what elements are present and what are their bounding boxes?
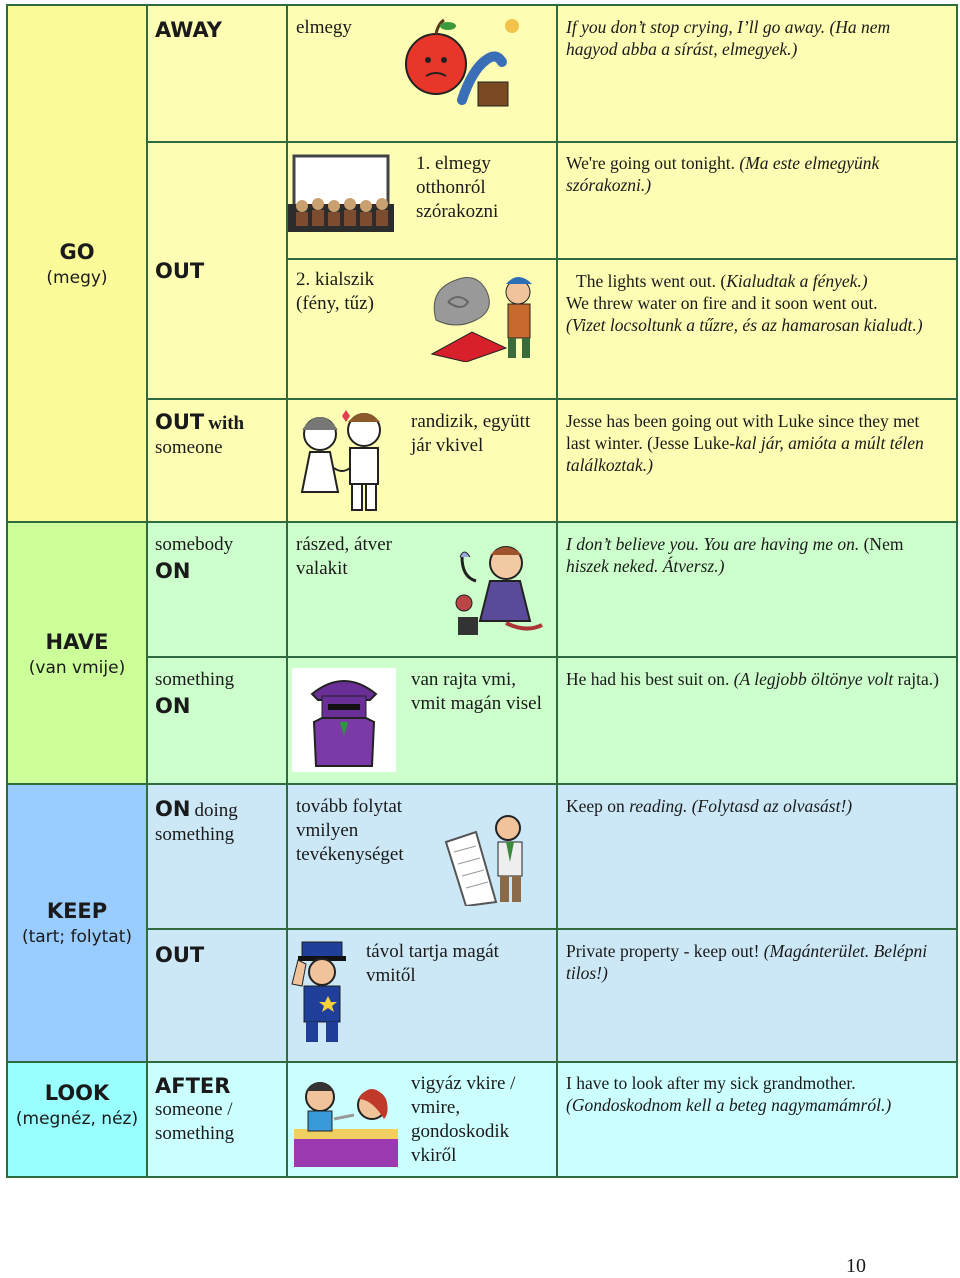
particle-keep-on-rest: doing something bbox=[155, 800, 238, 845]
meaning-look-after bbox=[411, 1072, 551, 1168]
example-look-after-a: I have to look after my sick grandmother. bbox=[566, 1073, 856, 1093]
verb-have bbox=[8, 630, 146, 678]
section-line bbox=[6, 1061, 958, 1063]
police-officer-illustration bbox=[290, 940, 354, 1044]
example-go-out-2-1b: Kialudtak a fények.) bbox=[726, 271, 868, 291]
meaning-have-on-2-text: van rajta vmi, vmit magán visel bbox=[411, 669, 542, 714]
example-have-on-2-b: (A legjobb öltönye volt bbox=[733, 669, 894, 689]
page-number: 10 bbox=[846, 1255, 866, 1277]
example-have-on-1-a: I don’t believe you. You are having me on. bbox=[566, 534, 860, 554]
example-go-out-1 bbox=[566, 152, 946, 196]
example-go-out-2-line2: We threw water on fire and it soon went out. bbox=[566, 293, 878, 313]
meaning-go-out-2 bbox=[296, 268, 396, 316]
border-bottom bbox=[6, 1176, 958, 1178]
example-go-out-2 bbox=[566, 270, 946, 336]
particle-have-on-2-bold: ON bbox=[155, 694, 191, 718]
verb-look-gloss: (megnéz, néz) bbox=[15, 1109, 139, 1129]
meaning-keep-out-text: távol tartja magát vmitől bbox=[366, 941, 499, 986]
verb-go-label: GO bbox=[59, 240, 95, 264]
meaning-go-out-2-text: 2. kialszik (fény, tűz) bbox=[296, 269, 375, 314]
example-have-on-2-a: He had his best suit on. bbox=[566, 669, 734, 689]
example-go-out-1-a: We're going out tonight. bbox=[566, 153, 735, 173]
verb-have-gloss: (van vmije) bbox=[28, 658, 126, 678]
meaning-have-on-1-text: rászed, átver valakit bbox=[296, 534, 392, 579]
example-have-on-1-c: hiszek neked. Átversz.) bbox=[566, 556, 725, 576]
example-go-out-with bbox=[566, 410, 946, 476]
reading-man-illustration bbox=[442, 812, 542, 906]
particle-keep-out: OUT bbox=[155, 943, 205, 967]
section-line bbox=[6, 783, 958, 785]
particle-look-after bbox=[155, 1074, 283, 1146]
couple-illustration bbox=[288, 408, 398, 514]
particle-out-with-with: with bbox=[208, 413, 245, 434]
meaning-go-out-1-text: 1. elmegy otthonról szórakozni bbox=[416, 153, 499, 222]
particle-away: AWAY bbox=[155, 18, 222, 42]
example-keep-out-a: Private property - keep out! bbox=[566, 941, 764, 961]
meaning-go-out-1 bbox=[416, 152, 551, 224]
row-line bbox=[146, 928, 958, 930]
particle-have-on-2 bbox=[155, 668, 283, 718]
trickster-illustration bbox=[446, 541, 546, 645]
border-right bbox=[956, 4, 958, 1178]
example-go-out-with-a: Jesse has been going out with Luke since they met last winter. (Jesse Luke- bbox=[566, 411, 920, 453]
particle-out-with-rest: someone bbox=[155, 437, 223, 458]
verb-look-label: LOOK bbox=[44, 1081, 110, 1105]
verb-look bbox=[8, 1081, 146, 1129]
apple-worm-illustration bbox=[396, 16, 522, 112]
verb-keep-gloss: (tart; folytat) bbox=[21, 927, 133, 947]
particle-out-with-bold: OUT bbox=[155, 410, 205, 434]
example-keep-out bbox=[566, 940, 946, 984]
verb-keep-label: KEEP bbox=[46, 899, 108, 923]
particle-keep-on bbox=[155, 797, 283, 847]
verb-go-gloss: (megy) bbox=[46, 268, 108, 288]
row-line bbox=[146, 141, 958, 143]
example-keep-on-a: Keep on bbox=[566, 796, 630, 816]
example-go-out-2-1a: The lights went out. ( bbox=[576, 271, 727, 291]
example-keep-on-b: reading. (Folytasd az olvasást!) bbox=[629, 796, 853, 816]
example-go-out-2-line1 bbox=[566, 270, 946, 292]
meaning-go-out-with-text: randizik, együtt jár vkivel bbox=[411, 411, 531, 456]
example-away bbox=[566, 16, 946, 60]
particle-have-on-1-bold: ON bbox=[155, 559, 191, 583]
border-top bbox=[6, 4, 958, 6]
particle-look-after-rest: someone / something bbox=[155, 1099, 235, 1144]
particle-have-on-1 bbox=[155, 533, 283, 583]
meaning-keep-out bbox=[366, 940, 551, 988]
meaning-go-out-with bbox=[411, 410, 551, 458]
border-left bbox=[6, 4, 8, 1178]
example-look-after bbox=[566, 1072, 946, 1116]
meaning-keep-on-text: tovább folytat vmilyen tevékenységet bbox=[296, 796, 404, 865]
meaning-keep-on bbox=[296, 795, 446, 867]
particle-have-on-1-word: somebody bbox=[155, 534, 234, 555]
section-line bbox=[6, 521, 958, 523]
example-away-text: If you don’t stop crying, I’ll go away. (Ha nem hagyod abba a sírást, elmegyek.) bbox=[566, 17, 891, 59]
example-column-line bbox=[556, 4, 558, 1178]
example-go-out-1-b: (Ma este elmegyünk szórakozni.) bbox=[566, 153, 880, 195]
example-go-out-2-line3: (Vizet locsoltunk a tűzre, és az hamarosan kialudt.) bbox=[566, 315, 923, 335]
particle-keep-on-bold: ON bbox=[155, 797, 191, 821]
particle-have-on-2-word: something bbox=[155, 669, 235, 690]
row-line bbox=[146, 398, 958, 400]
particle-out-with bbox=[155, 410, 283, 460]
verb-have-label: HAVE bbox=[45, 630, 109, 654]
example-keep-out-b: (Magánterület. Belépni tilos!) bbox=[566, 941, 928, 983]
meaning-away: elmegy bbox=[296, 17, 352, 38]
verb-column-line bbox=[146, 4, 148, 1178]
meaning-have-on-2 bbox=[411, 668, 551, 716]
row-line bbox=[286, 258, 958, 260]
particle-look-after-bold: AFTER bbox=[155, 1074, 231, 1098]
example-have-on-1 bbox=[566, 533, 946, 577]
verb-go bbox=[8, 240, 146, 288]
example-have-on-2-c: rajta.) bbox=[893, 669, 939, 689]
cinema-illustration bbox=[288, 154, 394, 232]
example-have-on-1-b: (Nem bbox=[859, 534, 904, 554]
example-go-out-with-b: kal jár, amióta a múlt télen találkoztak.) bbox=[566, 433, 924, 475]
example-have-on-2 bbox=[566, 668, 946, 690]
caregiver-illustration bbox=[294, 1075, 398, 1167]
example-keep-on bbox=[566, 795, 946, 817]
verb-keep bbox=[8, 899, 146, 947]
meaning-have-on-1 bbox=[296, 533, 426, 581]
example-look-after-b: (Gondoskodnom kell a beteg nagymamámról.) bbox=[566, 1095, 892, 1115]
meaning-look-after-text: vigyáz vkire / vmire, gondoskodik vkiről bbox=[411, 1073, 516, 1166]
suit-man-illustration bbox=[292, 668, 396, 772]
fire-extinguish-illustration bbox=[426, 270, 548, 362]
particle-go-out: OUT bbox=[155, 259, 205, 283]
row-line bbox=[146, 656, 958, 658]
